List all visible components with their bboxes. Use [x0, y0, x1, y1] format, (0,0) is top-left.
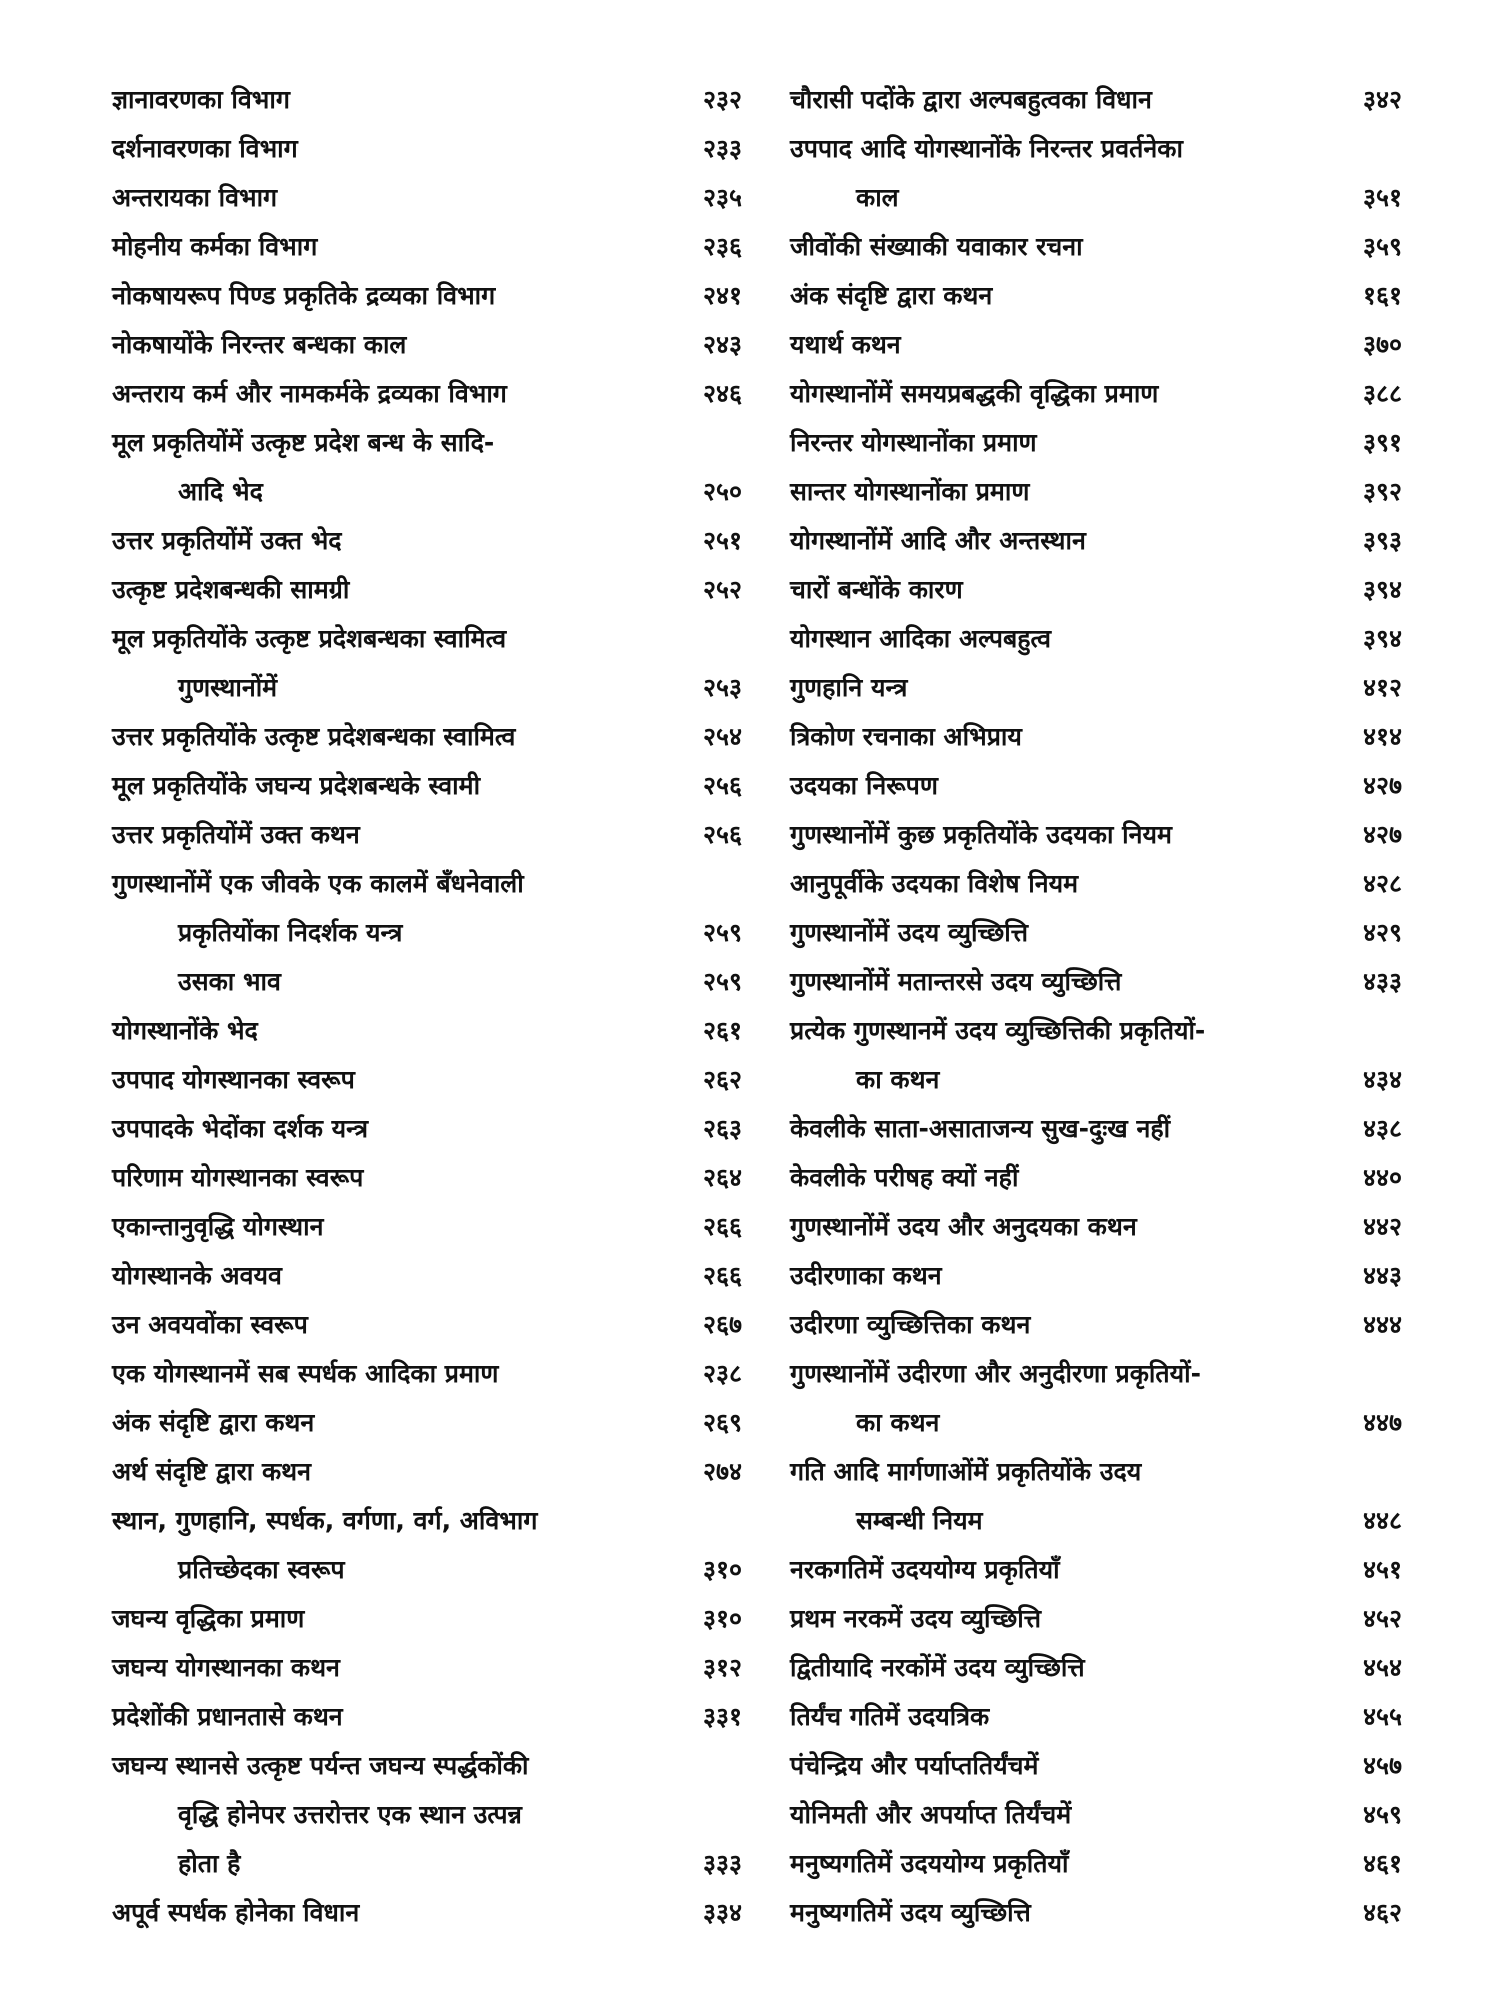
- entry-title: नोकषायोंके निरन्तर बन्धका काल: [112, 330, 407, 359]
- entry-title: गति आदि मार्गणाओंमें प्रकृतियोंके उदय: [790, 1457, 1142, 1486]
- entry-page-number: २५९: [702, 918, 742, 947]
- entry-page-number: २७४: [702, 1457, 742, 1486]
- entry-title: मूल प्रकृतियोंके उत्कृष्ट प्रदेशबन्धका स्वामित्व: [112, 624, 507, 653]
- entry-title: योगस्थान आदिका अल्पबहुत्व: [790, 624, 1052, 653]
- entry-title: उन अवयवोंका स्वरूप: [112, 1310, 308, 1339]
- entry-page-number: ४४३: [1362, 1261, 1402, 1290]
- entry-page-number: ४५२: [1362, 1604, 1402, 1633]
- entry-page-number: २६२: [702, 1065, 742, 1094]
- entry-title: परिणाम योगस्थानका स्वरूप: [112, 1163, 364, 1192]
- entry-page-number: ३९४: [1362, 575, 1402, 604]
- toc-entry: [790, 859, 1402, 908]
- entry-title: ज्ञानावरणका विभाग: [112, 85, 290, 114]
- toc-entry: [112, 1496, 742, 1545]
- entry-title: उदीरणाका कथन: [790, 1261, 942, 1290]
- entry-title: गुणस्थानोंमें उदय और अनुदयका कथन: [790, 1212, 1137, 1241]
- entry-title: गुणस्थानोंमें मतान्तरसे उदय व्युच्छित्ति: [790, 967, 1122, 996]
- toc-entry: [112, 1447, 742, 1496]
- entry-page-number: ४४८: [1362, 1506, 1402, 1535]
- toc-entry: [790, 418, 1402, 467]
- toc-entry: [790, 1447, 1402, 1496]
- entry-page-number: ३९४: [1362, 624, 1402, 653]
- entry-title: प्रतिच्छेदका स्वरूप: [178, 1555, 345, 1584]
- entry-title: अंक संदृष्टि द्वारा कथन: [790, 281, 993, 310]
- entry-page-number: ४४४: [1362, 1310, 1402, 1339]
- entry-page-number: ४२७: [1362, 820, 1402, 849]
- entry-title: द्वितीयादि नरकोंमें उदय व्युच्छित्ति: [790, 1653, 1085, 1682]
- entry-title: गुणस्थानोंमें एक जीवके एक कालमें बँधनेवाली: [112, 869, 524, 898]
- entry-title: उपपाद योगस्थानका स्वरूप: [112, 1065, 355, 1094]
- toc-entry: [112, 1251, 742, 1300]
- entry-title: अपूर्व स्पर्धक होनेका विधान: [112, 1898, 360, 1927]
- toc-entry: [112, 1839, 742, 1888]
- entry-page-number: २३२: [702, 85, 742, 114]
- entry-title: होता है: [178, 1849, 241, 1878]
- entry-title: जघन्य वृद्धिका प्रमाण: [112, 1604, 305, 1633]
- entry-page-number: ४४२: [1362, 1212, 1402, 1241]
- entry-title: प्रथम नरकमें उदय व्युच्छित्ति: [790, 1604, 1041, 1633]
- toc-entry: [112, 75, 742, 124]
- entry-page-number: ४३४: [1362, 1065, 1402, 1094]
- toc-entry: [790, 1888, 1402, 1937]
- entry-title: गुणस्थानोंमें: [178, 673, 278, 702]
- entry-page-number: २५६: [702, 820, 742, 849]
- toc-entry: [112, 1692, 742, 1741]
- entry-title: का कथन: [856, 1408, 940, 1437]
- entry-title: जीवोंकी संख्याकी यवाकार रचना: [790, 232, 1083, 261]
- entry-page-number: २५४: [702, 722, 742, 751]
- entry-page-number: २५३: [702, 673, 742, 702]
- toc-entry: [112, 1349, 742, 1398]
- toc-entry: [112, 810, 742, 859]
- toc-entry: [790, 1006, 1402, 1055]
- toc-entry: [790, 957, 1402, 1006]
- entry-page-number: २५१: [702, 526, 742, 555]
- toc-entry: [112, 1594, 742, 1643]
- entry-title: दर्शनावरणका विभाग: [112, 134, 298, 163]
- toc-entry: [790, 1251, 1402, 1300]
- entry-title: योगस्थानोंमें समयप्रबद्धकी वृद्धिका प्रमाण: [790, 379, 1159, 408]
- entry-page-number: ४४०: [1362, 1163, 1402, 1192]
- entry-title: मनुष्यगतिमें उदय व्युच्छित्ति: [790, 1898, 1031, 1927]
- toc-entry: [112, 1153, 742, 1202]
- entry-page-number: ४१२: [1362, 673, 1402, 702]
- entry-title: अन्तरायका विभाग: [112, 183, 278, 212]
- entry-title: उत्तर प्रकृतियोंमें उक्त भेद: [112, 526, 342, 555]
- entry-title: स्थान, गुणहानि, स्पर्धक, वर्गणा, वर्ग, अविभाग: [112, 1506, 538, 1535]
- toc-entry: [112, 418, 742, 467]
- toc-entry: [112, 1545, 742, 1594]
- entry-title: गुणस्थानोंमें कुछ प्रकृतियोंके उदयका नियम: [790, 820, 1172, 849]
- entry-page-number: ४५४: [1362, 1653, 1402, 1682]
- entry-title: गुणस्थानोंमें उदय व्युच्छित्ति: [790, 918, 1029, 947]
- toc-entry: [790, 1104, 1402, 1153]
- toc-entry: [112, 859, 742, 908]
- entry-title: काल: [856, 183, 899, 212]
- entry-title: केवलीके परीषह क्यों नहीं: [790, 1163, 1019, 1192]
- entry-page-number: ४२८: [1362, 869, 1402, 898]
- toc-entry: [790, 1055, 1402, 1104]
- entry-title: आदि भेद: [178, 477, 263, 506]
- entry-page-number: १६१: [1362, 281, 1402, 310]
- entry-page-number: ४५१: [1362, 1555, 1402, 1584]
- toc-entry: [112, 173, 742, 222]
- entry-title: उदीरणा व्युच्छित्तिका कथन: [790, 1310, 1031, 1339]
- entry-page-number: ३१२: [702, 1653, 742, 1682]
- entry-title: अन्तराय कर्म और नामकर्मके द्रव्यका विभाग: [112, 379, 507, 408]
- entry-title: प्रकृतियोंका निदर्शक यन्त्र: [178, 918, 403, 947]
- entry-title: एक योगस्थानमें सब स्पर्धक आदिका प्रमाण: [112, 1359, 499, 1388]
- toc-entry: [790, 75, 1402, 124]
- entry-page-number: ४६२: [1362, 1898, 1402, 1927]
- toc-entry: [112, 369, 742, 418]
- entry-page-number: ३३३: [702, 1849, 742, 1878]
- entry-page-number: ३३१: [702, 1702, 742, 1731]
- entry-title: योगस्थानके अवयव: [112, 1261, 282, 1290]
- toc-entry: [790, 1496, 1402, 1545]
- entry-page-number: ४५९: [1362, 1800, 1402, 1829]
- entry-page-number: ३५१: [1362, 183, 1402, 212]
- entry-page-number: २४३: [702, 330, 742, 359]
- toc-entry: [112, 320, 742, 369]
- entry-page-number: ४५५: [1362, 1702, 1402, 1731]
- toc-entry: [790, 1545, 1402, 1594]
- toc-entry: [790, 1741, 1402, 1790]
- entry-title: सम्बन्धी नियम: [856, 1506, 983, 1535]
- toc-entry: [790, 712, 1402, 761]
- entry-page-number: २३६: [702, 232, 742, 261]
- entry-page-number: ३७०: [1362, 330, 1402, 359]
- entry-title: उदयका निरूपण: [790, 771, 938, 800]
- entry-page-number: ३९३: [1362, 526, 1402, 555]
- toc-entry: [790, 663, 1402, 712]
- toc-entry: [112, 1006, 742, 1055]
- entry-page-number: ४४७: [1362, 1408, 1402, 1437]
- contents-left-column: [112, 75, 742, 1937]
- entry-title: मूल प्रकृतियोंके जघन्य प्रदेशबन्धके स्वामी: [112, 771, 481, 800]
- entry-page-number: ३१०: [702, 1604, 742, 1633]
- toc-entry: [790, 1692, 1402, 1741]
- entry-page-number: २६३: [702, 1114, 742, 1143]
- toc-entry: [112, 271, 742, 320]
- toc-entry: [112, 467, 742, 516]
- toc-entry: [112, 1398, 742, 1447]
- entry-page-number: ३४२: [1362, 85, 1402, 114]
- toc-entry: [112, 1202, 742, 1251]
- entry-page-number: ३१०: [702, 1555, 742, 1584]
- entry-title: यथार्थ कथन: [790, 330, 901, 359]
- entry-title: मूल प्रकृतियोंमें उत्कृष्ट प्रदेश बन्ध के सादि-: [112, 428, 495, 457]
- toc-entry: [112, 614, 742, 663]
- toc-entry: [790, 565, 1402, 614]
- toc-entry: [112, 222, 742, 271]
- toc-entry: [790, 369, 1402, 418]
- toc-entry: [790, 1790, 1402, 1839]
- toc-entry: [790, 1643, 1402, 1692]
- entry-page-number: २६१: [702, 1016, 742, 1045]
- toc-entry: [790, 271, 1402, 320]
- toc-entry: [112, 124, 742, 173]
- entry-title: उत्तर प्रकृतियोंके उत्कृष्ट प्रदेशबन्धका स्वामित्व: [112, 722, 516, 751]
- entry-title: एकान्तानुवृद्धि योगस्थान: [112, 1212, 324, 1241]
- toc-entry: [112, 1741, 742, 1790]
- toc-entry: [790, 222, 1402, 271]
- toc-entry: [112, 516, 742, 565]
- entry-title: उपपादके भेदोंका दर्शक यन्त्र: [112, 1114, 369, 1143]
- entry-page-number: ४३८: [1362, 1114, 1402, 1143]
- toc-entry: [790, 1202, 1402, 1251]
- entry-page-number: ३९२: [1362, 477, 1402, 506]
- entry-title: केवलीके साता-असाताजन्य सुख-दुःख नहीं: [790, 1114, 1171, 1143]
- toc-entry: [112, 1104, 742, 1153]
- entry-page-number: २५०: [702, 477, 742, 506]
- toc-entry: [790, 1153, 1402, 1202]
- toc-entry: [790, 761, 1402, 810]
- entry-title: उसका भाव: [178, 967, 281, 996]
- entry-title: त्रिकोण रचनाका अभिप्राय: [790, 722, 1022, 751]
- entry-page-number: ४१४: [1362, 722, 1402, 751]
- entry-page-number: २५९: [702, 967, 742, 996]
- entry-title: उपपाद आदि योगस्थानोंके निरन्तर प्रवर्तनेका: [790, 134, 1183, 163]
- entry-title: अर्थ संदृष्टि द्वारा कथन: [112, 1457, 312, 1486]
- toc-entry: [112, 761, 742, 810]
- entry-title: उत्कृष्ट प्रदेशबन्धकी सामग्री: [112, 575, 350, 604]
- toc-entry: [790, 908, 1402, 957]
- entry-title: का कथन: [856, 1065, 940, 1094]
- entry-title: वृद्धि होनेपर उत्तरोत्तर एक स्थान उत्पन्न: [178, 1800, 522, 1829]
- entry-title: आनुपूर्वीके उदयका विशेष नियम: [790, 869, 1079, 898]
- entry-page-number: २३५: [702, 183, 742, 212]
- toc-entry: [790, 173, 1402, 222]
- entry-page-number: ३३४: [702, 1898, 742, 1927]
- entry-title: नरकगतिमें उदययोग्य प्रकृतियाँ: [790, 1555, 1060, 1584]
- entry-page-number: ३८८: [1362, 379, 1402, 408]
- toc-entry: [790, 124, 1402, 173]
- entry-page-number: २६६: [702, 1212, 742, 1241]
- entry-page-number: ३९१: [1362, 428, 1402, 457]
- toc-entry: [112, 663, 742, 712]
- entry-page-number: २४१: [702, 281, 742, 310]
- toc-entry: [790, 1300, 1402, 1349]
- entry-page-number: २६९: [702, 1408, 742, 1437]
- entry-page-number: २४६: [702, 379, 742, 408]
- entry-page-number: ४३३: [1362, 967, 1402, 996]
- toc-entry: [790, 810, 1402, 859]
- entry-title: तिर्यंच गतिमें उदयत्रिक: [790, 1702, 990, 1731]
- toc-entry: [112, 1300, 742, 1349]
- contents-right-column: [790, 75, 1402, 1937]
- entry-title: योगस्थानोंमें आदि और अन्तस्थान: [790, 526, 1086, 555]
- entry-title: मोहनीय कर्मका विभाग: [112, 232, 318, 261]
- toc-entry: [790, 467, 1402, 516]
- entry-title: नोकषायरूप पिण्ड प्रकृतिके द्रव्यका विभाग: [112, 281, 496, 310]
- entry-title: निरन्तर योगस्थानोंका प्रमाण: [790, 428, 1037, 457]
- entry-title: योगस्थानोंके भेद: [112, 1016, 258, 1045]
- entry-page-number: ३५९: [1362, 232, 1402, 261]
- entry-page-number: २३३: [702, 134, 742, 163]
- toc-entry: [112, 1888, 742, 1937]
- toc-entry: [112, 957, 742, 1006]
- toc-entry: [790, 516, 1402, 565]
- entry-page-number: २५६: [702, 771, 742, 800]
- entry-page-number: २६६: [702, 1261, 742, 1290]
- entry-title: प्रदेशोंकी प्रधानतासे कथन: [112, 1702, 343, 1731]
- entry-page-number: ४२७: [1362, 771, 1402, 800]
- toc-entry: [790, 1349, 1402, 1398]
- toc-entry: [790, 1594, 1402, 1643]
- entry-page-number: ४५७: [1362, 1751, 1402, 1780]
- entry-title: मनुष्यगतिमें उदययोग्य प्रकृतियाँ: [790, 1849, 1069, 1878]
- entry-page-number: ४२९: [1362, 918, 1402, 947]
- entry-page-number: २६४: [702, 1163, 742, 1192]
- entry-title: योनिमती और अपर्याप्त तिर्यंचमें: [790, 1800, 1072, 1829]
- toc-entry: [790, 1839, 1402, 1888]
- toc-entry: [112, 908, 742, 957]
- entry-title: प्रत्येक गुणस्थानमें उदय व्युच्छित्तिकी प्रकृतियों-: [790, 1016, 1206, 1045]
- entry-page-number: २५२: [702, 575, 742, 604]
- toc-entry: [112, 1643, 742, 1692]
- toc-entry: [112, 565, 742, 614]
- entry-title: सान्तर योगस्थानोंका प्रमाण: [790, 477, 1030, 506]
- entry-title: चारों बन्धोंके कारण: [790, 575, 963, 604]
- toc-entry: [112, 712, 742, 761]
- toc-entry: [112, 1790, 742, 1839]
- toc-entry: [790, 1398, 1402, 1447]
- entry-title: गुणहानि यन्त्र: [790, 673, 908, 702]
- entry-page-number: २३८: [702, 1359, 742, 1388]
- entry-page-number: ४६१: [1362, 1849, 1402, 1878]
- toc-entry: [790, 614, 1402, 663]
- entry-title: अंक संदृष्टि द्वारा कथन: [112, 1408, 315, 1437]
- entry-page-number: २६७: [702, 1310, 742, 1339]
- toc-entry: [790, 320, 1402, 369]
- entry-title: जघन्य स्थानसे उत्कृष्ट पर्यन्त जघन्य स्पर्द्धकोंकी: [112, 1751, 529, 1780]
- toc-entry: [112, 1055, 742, 1104]
- entry-title: गुणस्थानोंमें उदीरणा और अनुदीरणा प्रकृतियों-: [790, 1359, 1201, 1388]
- entry-title: चौरासी पदोंके द्वारा अल्पबहुत्वका विधान: [790, 85, 1152, 114]
- entry-title: उत्तर प्रकृतियोंमें उक्त कथन: [112, 820, 360, 849]
- entry-title: पंचेन्द्रिय और पर्याप्ततिर्यंचमें: [790, 1751, 1039, 1780]
- entry-title: जघन्य योगस्थानका कथन: [112, 1653, 340, 1682]
